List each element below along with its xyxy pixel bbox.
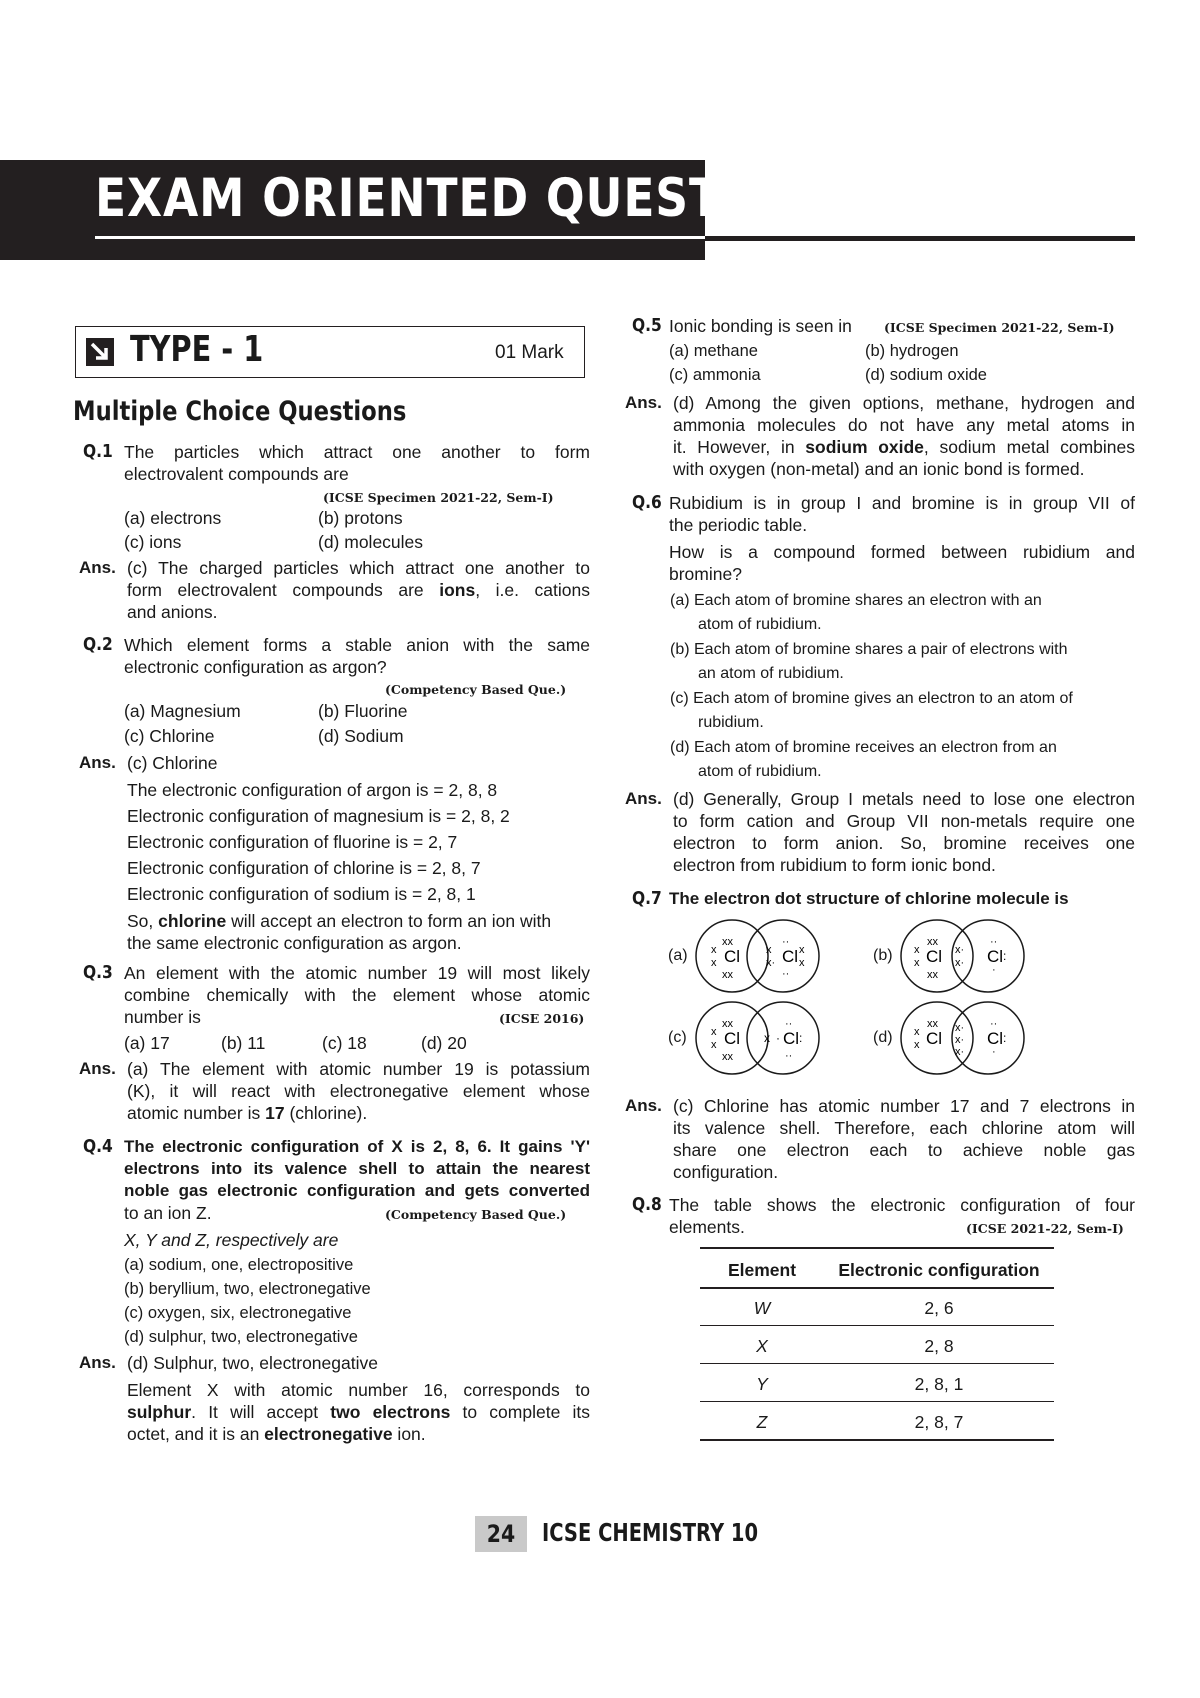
answer-label: Ans. (625, 789, 662, 808)
question-number: Q.3 (83, 962, 113, 983)
answer-text: and anions. (127, 602, 218, 622)
table-cell: W (753, 1298, 771, 1318)
table-cell: 2, 6 (924, 1298, 954, 1318)
option: (d) 20 (421, 1033, 467, 1053)
option: atom of rubidium. (698, 763, 822, 780)
option: (a) Magnesium (124, 701, 241, 721)
option: (b) beryllium, two, electronegative (124, 1280, 371, 1298)
source-tag: (Competency Based Que.) (385, 682, 567, 697)
answer-text: sulphur. It will accept two electrons to complete its (127, 1402, 590, 1422)
question-text: The electronic configuration of X is 2, 8, 6. It gains 'Y' (124, 1137, 590, 1156)
source-tag: (ICSE 2016) (499, 1011, 585, 1026)
table-rule (700, 1439, 1054, 1441)
question-text: number is (124, 1007, 201, 1027)
svg-text:x·: x· (955, 1034, 965, 1046)
table-cell: 2, 8, 1 (914, 1374, 964, 1394)
svg-text:··: ·· (782, 968, 790, 980)
table-rule (700, 1401, 1054, 1402)
question-number: Q.6 (632, 492, 662, 513)
answer-text: (d) Among the given options, methane, hydrogen and (673, 393, 1135, 413)
answer-label: Ans. (79, 558, 116, 577)
answer-label: Ans. (79, 753, 116, 772)
option-label: (b) (873, 947, 893, 964)
answer-text: ammonia molecules do not have any metal atoms in (673, 415, 1135, 435)
table-header: Element (727, 1260, 797, 1280)
svg-text::: : (1003, 949, 1007, 963)
cl-symbol: Cl (724, 947, 741, 966)
svg-text:xx: xx (722, 936, 733, 948)
option: (b) Each atom of bromine shares a pair of electrons with (670, 641, 1068, 658)
option: (a) 17 (124, 1033, 170, 1053)
answer-text: (c) The charged particles which attract one another to (127, 558, 590, 578)
source-tag: (ICSE Specimen 2021-22, Sem-I) (323, 490, 554, 505)
svg-text:xx: xx (722, 969, 733, 981)
svg-text:x: x (711, 1026, 717, 1038)
option: (c) oxygen, six, electronegative (124, 1304, 352, 1322)
answer-text: to form cation and Group VII non-metals require one (673, 811, 1135, 831)
option: (c) ions (124, 532, 182, 552)
option: (b) 11 (221, 1033, 266, 1053)
answer-label: Ans. (625, 393, 662, 412)
option: an atom of rubidium. (698, 665, 844, 682)
option: (a) sodium, one, electropositive (124, 1256, 354, 1274)
cl-symbol: Cl (783, 1029, 800, 1048)
question-text: electrons into its valence shell to attain the nearest (124, 1159, 590, 1178)
option-label: (a) (668, 947, 688, 964)
svg-text:x·: x· (955, 1046, 965, 1058)
option: (a) Each atom of bromine shares an electron with an (670, 592, 1042, 609)
svg-text:··: ·· (990, 936, 998, 948)
option: rubidium. (698, 714, 764, 731)
question-text: The electron dot structure of chlorine molecule is (669, 889, 1069, 908)
svg-text:··: ·· (785, 1050, 793, 1062)
title-underline (95, 236, 705, 239)
answer-text: Electronic configuration of chlorine is = 2, 8, 7 (127, 858, 481, 878)
answer-text: (d) Generally, Group I metals need to lose one electron (673, 789, 1135, 809)
table-rule (700, 1287, 1054, 1289)
option: (c) 18 (322, 1033, 367, 1053)
header-rule (705, 236, 1135, 241)
answer-text: the same electronic configuration as argon. (127, 933, 462, 953)
question-text: X, Y and Z, respectively are (124, 1230, 339, 1250)
source-tag: (Competency Based Que.) (385, 1207, 567, 1222)
answer-text: Electronic configuration of magnesium is = 2, 8, 2 (127, 806, 510, 826)
question-text: How is a compound formed between rubidium and (669, 542, 1135, 562)
table-header: Electronic configuration (838, 1260, 1040, 1280)
lewis-diagram-c (690, 997, 830, 1079)
table-cell: 2, 8, 7 (914, 1412, 964, 1432)
cl-symbol: Cl (724, 1029, 741, 1048)
question-text: Ionic bonding is seen in (669, 316, 852, 336)
option: (c) Chlorine (124, 726, 215, 746)
answer-label: Ans. (79, 1353, 116, 1372)
svg-text:x·: x· (955, 944, 965, 956)
question-text: Rubidium is in group I and bromine is in group VII of (669, 493, 1135, 513)
question-number: Q.5 (632, 315, 662, 336)
table-cell: X (756, 1336, 768, 1356)
question-text: to an ion Z. (124, 1203, 212, 1223)
answer-text: So, chlorine will accept an electron to form an ion with (127, 911, 552, 931)
svg-text:x: x (799, 957, 805, 969)
svg-text:··: ·· (782, 936, 790, 948)
svg-text::: : (1003, 1031, 1007, 1045)
option: (d) molecules (318, 532, 424, 552)
option: (d) sulphur, two, electronegative (124, 1328, 358, 1346)
page-number: 24 (486, 1520, 516, 1548)
svg-text:x: x (711, 944, 717, 956)
answer-text: electron from rubidium to form ionic bond. (673, 855, 996, 875)
svg-text:x·: x· (955, 1022, 965, 1034)
answer-text: (d) Sulphur, two, electronegative (127, 1353, 378, 1373)
table-rule (700, 1363, 1054, 1364)
mark-value: 01 Mark (495, 342, 564, 363)
option: (b) protons (318, 508, 403, 528)
option: (b) hydrogen (865, 342, 959, 360)
option: (d) sodium oxide (865, 366, 987, 384)
question-text: noble gas electronic configuration and gets converted (124, 1181, 590, 1200)
answer-text: share one electron each to achieve noble gas (673, 1140, 1135, 1160)
question-text: bromine? (669, 564, 742, 584)
answer-text: Electronic configuration of sodium is = 2, 8, 1 (127, 884, 476, 904)
svg-text:x·: x· (766, 957, 776, 969)
option: (c) Each atom of bromine gives an electron to an atom of (670, 690, 1073, 707)
option: (d) Sodium (318, 726, 404, 746)
option: atom of rubidium. (698, 616, 822, 633)
question-text: combine chemically with the element whose atomic (124, 985, 590, 1005)
type-label: TYPE - 1 (130, 329, 264, 370)
question-number: Q.1 (83, 441, 113, 462)
option: (a) methane (669, 342, 758, 360)
question-number: Q.7 (632, 888, 662, 909)
answer-text: Element X with atomic number 16, corresponds to (127, 1380, 590, 1400)
answer-text: its valence shell. Therefore, each chlorine atom will (673, 1118, 1135, 1138)
section-heading: Multiple Choice Questions (73, 396, 407, 427)
option: (c) ammonia (669, 366, 761, 384)
answer-text: form electrovalent compounds are ions, i.e. cations (127, 580, 590, 600)
option: (b) Fluorine (318, 701, 408, 721)
answer-label: Ans. (79, 1059, 116, 1078)
table-cell: Y (756, 1374, 768, 1394)
svg-text:x: x (799, 944, 805, 956)
svg-text:x: x (914, 944, 920, 956)
svg-text:x: x (914, 957, 920, 969)
svg-text:·: · (992, 1046, 996, 1058)
answer-text: (a) The element with atomic number 19 is potassium (127, 1059, 590, 1079)
question-text: the periodic table. (669, 515, 808, 535)
question-text: Which element forms a stable anion with the same (124, 635, 590, 655)
answer-text: The electronic configuration of argon is = 2, 8, 8 (127, 780, 498, 800)
page-title: EXAM ORIENTED QUESTIONS (95, 168, 852, 229)
answer-text: Electronic configuration of fluorine is = 2, 7 (127, 832, 458, 852)
cl-symbol: Cl (926, 947, 943, 966)
question-text: electronic configuration as argon? (124, 657, 387, 677)
question-text: The table shows the electronic configuration of four (669, 1195, 1135, 1215)
book-title: ICSE CHEMISTRY 10 (542, 1518, 759, 1547)
option: (a) electrons (124, 508, 222, 528)
cl-symbol: Cl (987, 1029, 1004, 1048)
table-rule (700, 1325, 1054, 1326)
cl-symbol: Cl (926, 1029, 943, 1048)
source-tag: (ICSE 2021-22, Sem-I) (966, 1221, 1124, 1236)
answer-text: octet, and it is an electronegative ion. (127, 1424, 426, 1444)
option-label: (d) (873, 1029, 893, 1046)
lewis-diagram-a (690, 915, 830, 997)
answer-text: configuration. (673, 1162, 779, 1182)
svg-text:x: x (764, 1031, 770, 1045)
svg-text:x·: x· (955, 957, 965, 969)
question-number: Q.4 (83, 1136, 113, 1157)
answer-label: Ans. (625, 1096, 662, 1115)
cl-symbol: Cl (987, 947, 1004, 966)
answer-text: electron to form anion. So, bromine receives one (673, 833, 1135, 853)
answer-text: atomic number is 17 (chlorine). (127, 1103, 368, 1123)
question-number: Q.2 (83, 634, 113, 655)
lewis-diagram-b (895, 915, 1035, 997)
arrow-icon (86, 338, 114, 366)
svg-text:··: ·· (990, 1018, 998, 1030)
svg-text::: : (799, 1031, 803, 1045)
svg-text:xx: xx (722, 1018, 733, 1030)
svg-text:x: x (711, 957, 717, 969)
source-tag: (ICSE Specimen 2021-22, Sem-I) (884, 320, 1115, 335)
table-cell: Z (756, 1412, 768, 1432)
answer-text: it. However, in sodium oxide, sodium metal combines (673, 437, 1135, 457)
cl-symbol: Cl (782, 947, 799, 966)
svg-text:·: · (776, 1031, 780, 1045)
answer-text: (K), it will react with electronegative element whose (127, 1081, 590, 1101)
question-text: An element with the atomic number 19 will most likely (124, 963, 590, 983)
svg-text:··: ·· (785, 1018, 793, 1030)
svg-text:x: x (914, 1039, 920, 1051)
svg-text:xx: xx (722, 1051, 733, 1063)
answer-text: (c) Chlorine has atomic number 17 and 7 electrons in (673, 1096, 1135, 1116)
question-text: elements. (669, 1217, 745, 1237)
lewis-diagram-d (895, 997, 1035, 1079)
question-text: electrovalent compounds are (124, 464, 349, 484)
svg-text:x: x (914, 1026, 920, 1038)
option-label: (c) (668, 1029, 687, 1046)
svg-text:x: x (711, 1039, 717, 1051)
svg-text:xx: xx (927, 1018, 938, 1030)
question-number: Q.8 (632, 1194, 662, 1215)
answer-text: with oxygen (non-metal) and an ionic bond is formed. (673, 459, 1085, 479)
question-text: The particles which attract one another to form (124, 442, 590, 462)
svg-text:·: · (992, 964, 996, 976)
table-rule (700, 1247, 1054, 1249)
answer-text: (c) Chlorine (127, 753, 218, 773)
option: (d) Each atom of bromine receives an electron from an (670, 739, 1057, 756)
svg-text:x: x (766, 944, 772, 956)
table-cell: 2, 8 (924, 1336, 954, 1356)
svg-text:xx: xx (927, 936, 938, 948)
svg-text:xx: xx (927, 969, 938, 981)
